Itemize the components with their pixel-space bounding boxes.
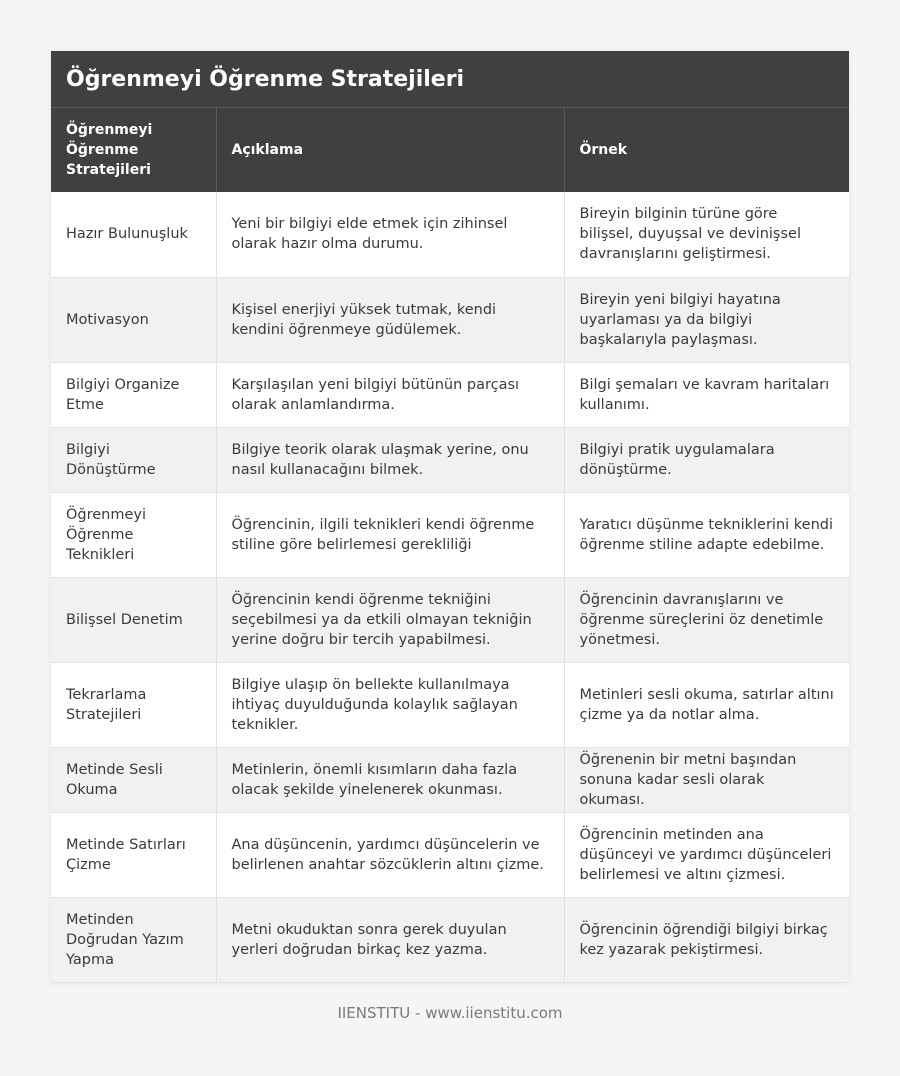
example-cell: Öğrencinin metinden ana düşünceyi ve yardımcı düşünceleri belirlemesi ve altını çizmesi. bbox=[564, 812, 849, 897]
strategy-cell: Tekrarlama Stratejileri bbox=[51, 662, 216, 747]
table-row bbox=[51, 577, 849, 662]
description-cell: Metinlerin, önemli kısımların daha fazla olacak şekilde yinelenerek okunması. bbox=[216, 747, 564, 812]
table-row bbox=[51, 747, 849, 812]
example-cell: Bireyin yeni bilgiyi hayatına uyarlaması ya da bilgiyi başkalarıyla paylaşması. bbox=[564, 277, 849, 362]
strategy-cell: Hazır Bulunuşluk bbox=[51, 192, 216, 277]
example-cell: Öğrencinin davranışlarını ve öğrenme süreçlerini öz denetimle yönetmesi. bbox=[564, 577, 849, 662]
column-header-description: Açıklama bbox=[216, 108, 564, 192]
example-cell: Bilgi şemaları ve kavram haritaları kullanımı. bbox=[564, 362, 849, 427]
strategy-cell: Metinde Sesli Okuma bbox=[51, 747, 216, 812]
column-header-example: Örnek bbox=[564, 108, 849, 192]
table-row bbox=[51, 427, 849, 492]
example-cell: Yaratıcı düşünme tekniklerini kendi öğrenme stiline adapte edebilme. bbox=[564, 492, 849, 577]
strategy-cell: Bilgiyi Organize Etme bbox=[51, 362, 216, 427]
description-cell: Metni okuduktan sonra gerek duyulan yerleri doğrudan birkaç kez yazma. bbox=[216, 897, 564, 982]
description-cell: Bilgiye ulaşıp ön bellekte kullanılmaya ihtiyaç duyulduğunda kolaylık sağlayan teknikler. bbox=[216, 662, 564, 747]
table-header-row bbox=[51, 108, 849, 192]
table-row bbox=[51, 662, 849, 747]
description-cell: Kişisel enerjiyi yüksek tutmak, kendi kendini öğrenmeye güdülemek. bbox=[216, 277, 564, 362]
strategy-cell: Bilgiyi Dönüştürme bbox=[51, 427, 216, 492]
example-cell: Metinleri sesli okuma, satırlar altını çizme ya da notlar alma. bbox=[564, 662, 849, 747]
description-cell: Ana düşüncenin, yardımcı düşüncelerin ve belirlenen anahtar sözcüklerin altını çizme. bbox=[216, 812, 564, 897]
strategies-table-card bbox=[51, 51, 849, 983]
example-cell: Öğrencinin öğrendiği bilgiyi birkaç kez yazarak pekiştirmesi. bbox=[564, 897, 849, 982]
strategy-cell: Bilişsel Denetim bbox=[51, 577, 216, 662]
table-row bbox=[51, 192, 849, 277]
description-cell: Yeni bir bilgiyi elde etmek için zihinsel olarak hazır olma durumu. bbox=[216, 192, 564, 277]
example-cell: Bilgiyi pratik uygulamalara dönüştürme. bbox=[564, 427, 849, 492]
strategy-cell: Öğrenmeyi Öğrenme Teknikleri bbox=[51, 492, 216, 577]
footer-credit: IIENSTITU - www.iienstitu.com bbox=[337, 1004, 563, 1022]
table-row bbox=[51, 277, 849, 362]
table-row bbox=[51, 362, 849, 427]
description-cell: Bilgiye teorik olarak ulaşmak yerine, onu nasıl kullanacağını bilmek. bbox=[216, 427, 564, 492]
strategy-cell: Metinden Doğrudan Yazım Yapma bbox=[51, 897, 216, 982]
strategy-cell: Motivasyon bbox=[51, 277, 216, 362]
example-cell: Bireyin bilginin türüne göre bilişsel, duyuşsal ve devinişsel davranışlarını geliştirmesi. bbox=[564, 192, 849, 277]
description-cell: Öğrencinin kendi öğrenme tekniğini seçebilmesi ya da etkili olmayan tekniğin yerine doğru bir tercih yapabilmesi. bbox=[216, 577, 564, 662]
table-row bbox=[51, 897, 849, 982]
column-header-strategy: Öğrenmeyi Öğrenme Stratejileri bbox=[51, 108, 216, 192]
table-row bbox=[51, 812, 849, 897]
strategies-table bbox=[51, 108, 849, 983]
description-cell: Karşılaşılan yeni bilgiyi bütünün parçası olarak anlamlandırma. bbox=[216, 362, 564, 427]
description-cell: Öğrencinin, ilgili teknikleri kendi öğrenme stiline göre belirlemesi gerekliliği bbox=[216, 492, 564, 577]
table-title: Öğrenmeyi Öğrenme Stratejileri bbox=[51, 51, 849, 108]
table-row bbox=[51, 492, 849, 577]
example-cell: Öğrenenin bir metni başından sonuna kadar sesli olarak okuması. bbox=[564, 747, 849, 812]
strategy-cell: Metinde Satırları Çizme bbox=[51, 812, 216, 897]
